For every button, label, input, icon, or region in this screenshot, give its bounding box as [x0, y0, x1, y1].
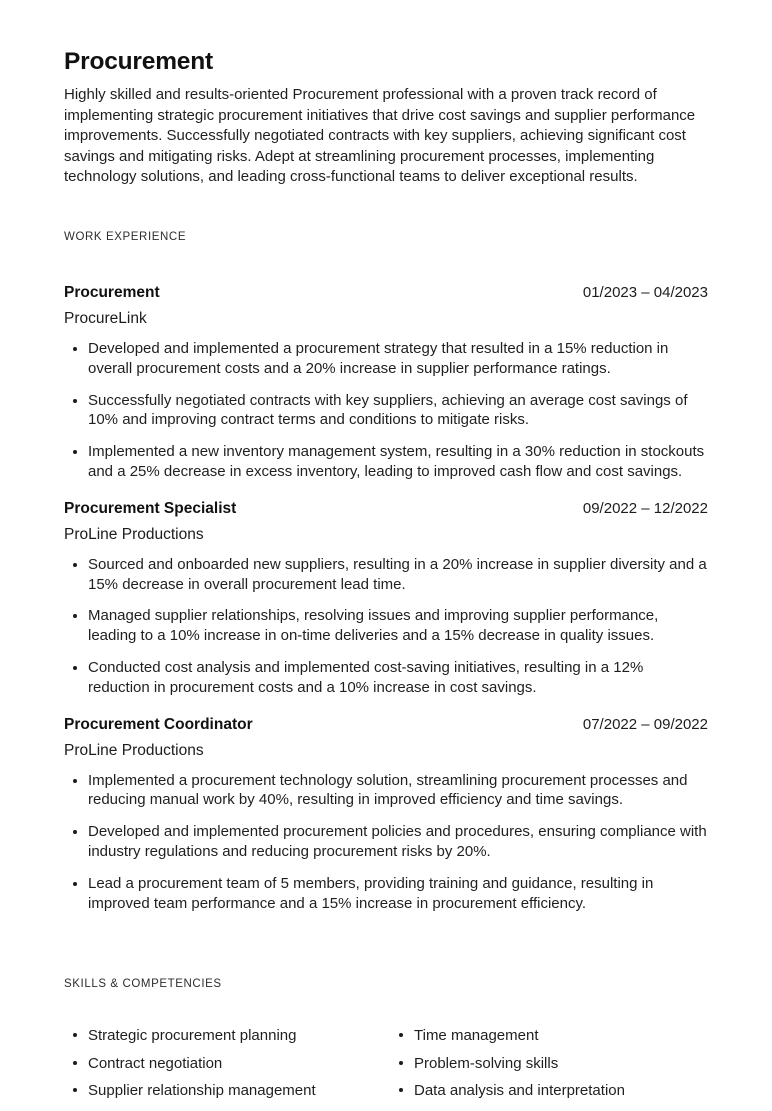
section-label-skills: SKILLS & COMPETENCIES	[64, 978, 222, 991]
job-dates: 01/2023 – 04/2023	[582, 283, 708, 301]
job-title: Procurement Coordinator	[64, 715, 253, 733]
job-entry	[64, 500, 708, 698]
job-bullet: Implemented a procurement technology solution, streamlining procurement processes and reducing manual work by 40%, resulting in improved efficiency and time savings.	[64, 771, 708, 811]
resume-title: Procurement	[64, 48, 213, 75]
job-header	[64, 500, 708, 518]
job-bullet: Lead a procurement team of 5 members, providing training and guidance, resulting in improved team performance and a 15% increase in procurement efficiency.	[64, 874, 708, 914]
job-bullet: Developed and implemented procurement policies and procedures, ensuring compliance with industry regulations and reducing procurement risks by 20%.	[64, 822, 708, 862]
job-dates: 07/2022 – 09/2022	[582, 715, 708, 733]
job-entry	[64, 284, 708, 482]
skills-section	[64, 1027, 708, 1110]
job-dates: 09/2022 – 12/2022	[582, 499, 708, 517]
job-bullet: Developed and implemented a procurement strategy that resulted in a 15% reduction in overall procurement costs and a 20% increase in supplier performance ratings.	[64, 339, 708, 379]
job-bullet-list	[64, 771, 708, 914]
job-company: ProcureLink	[64, 309, 147, 327]
job-title: Procurement Specialist	[64, 499, 237, 517]
job-title: Procurement	[64, 283, 160, 301]
skill-item: Time management	[390, 1027, 708, 1044]
section-label-work-experience: WORK EXPERIENCE	[64, 230, 187, 243]
job-bullet: Conducted cost analysis and implemented cost-saving initiatives, resulting in a 12% reduction in procurement costs and a 10% increase in cost savings.	[64, 658, 708, 698]
work-experience-section	[64, 284, 708, 913]
job-bullet: Implemented a new inventory management system, resulting in a 30% reduction in stockouts and a 25% decrease in excess inventory, leading to improved cash flow and cost savings.	[64, 442, 708, 482]
job-bullet-list	[64, 555, 708, 698]
job-bullet: Managed supplier relationships, resolving issues and improving supplier performance, leading to a 10% increase in on-time deliveries and a 15% decrease in quality issues.	[64, 606, 708, 646]
skill-item: Contract negotiation	[64, 1055, 390, 1072]
job-bullet: Successfully negotiated contracts with key suppliers, achieving an average cost savings of 10% and improving contract terms and conditions to mitigate risks.	[64, 391, 708, 431]
skill-item: Strategic procurement planning	[64, 1027, 390, 1044]
job-entry	[64, 716, 708, 914]
job-company: ProLine Productions	[64, 741, 204, 759]
job-header	[64, 716, 708, 734]
job-company: ProLine Productions	[64, 525, 204, 543]
job-header	[64, 284, 708, 302]
job-bullet: Sourced and onboarded new suppliers, resulting in a 20% increase in supplier diversity and a 15% decrease in overall procurement lead time.	[64, 555, 708, 595]
summary-paragraph: Highly skilled and results-oriented Procurement professional with a proven track record of implementing strategic procurement initiatives that drive cost savings and supplier performance improvements. Successfully negotiated contracts with key suppliers, achieving significant cost savings and mitigating risks. Adept at streamlining procurement processes, implementing technology solutions, and leading cross-functional teams to deliver exceptional results.	[64, 86, 696, 186]
job-bullet-list	[64, 339, 708, 482]
skill-item: Data analysis and interpretation	[390, 1082, 708, 1099]
skill-item: Supplier relationship management	[64, 1082, 390, 1099]
skill-item: Problem-solving skills	[390, 1055, 708, 1072]
